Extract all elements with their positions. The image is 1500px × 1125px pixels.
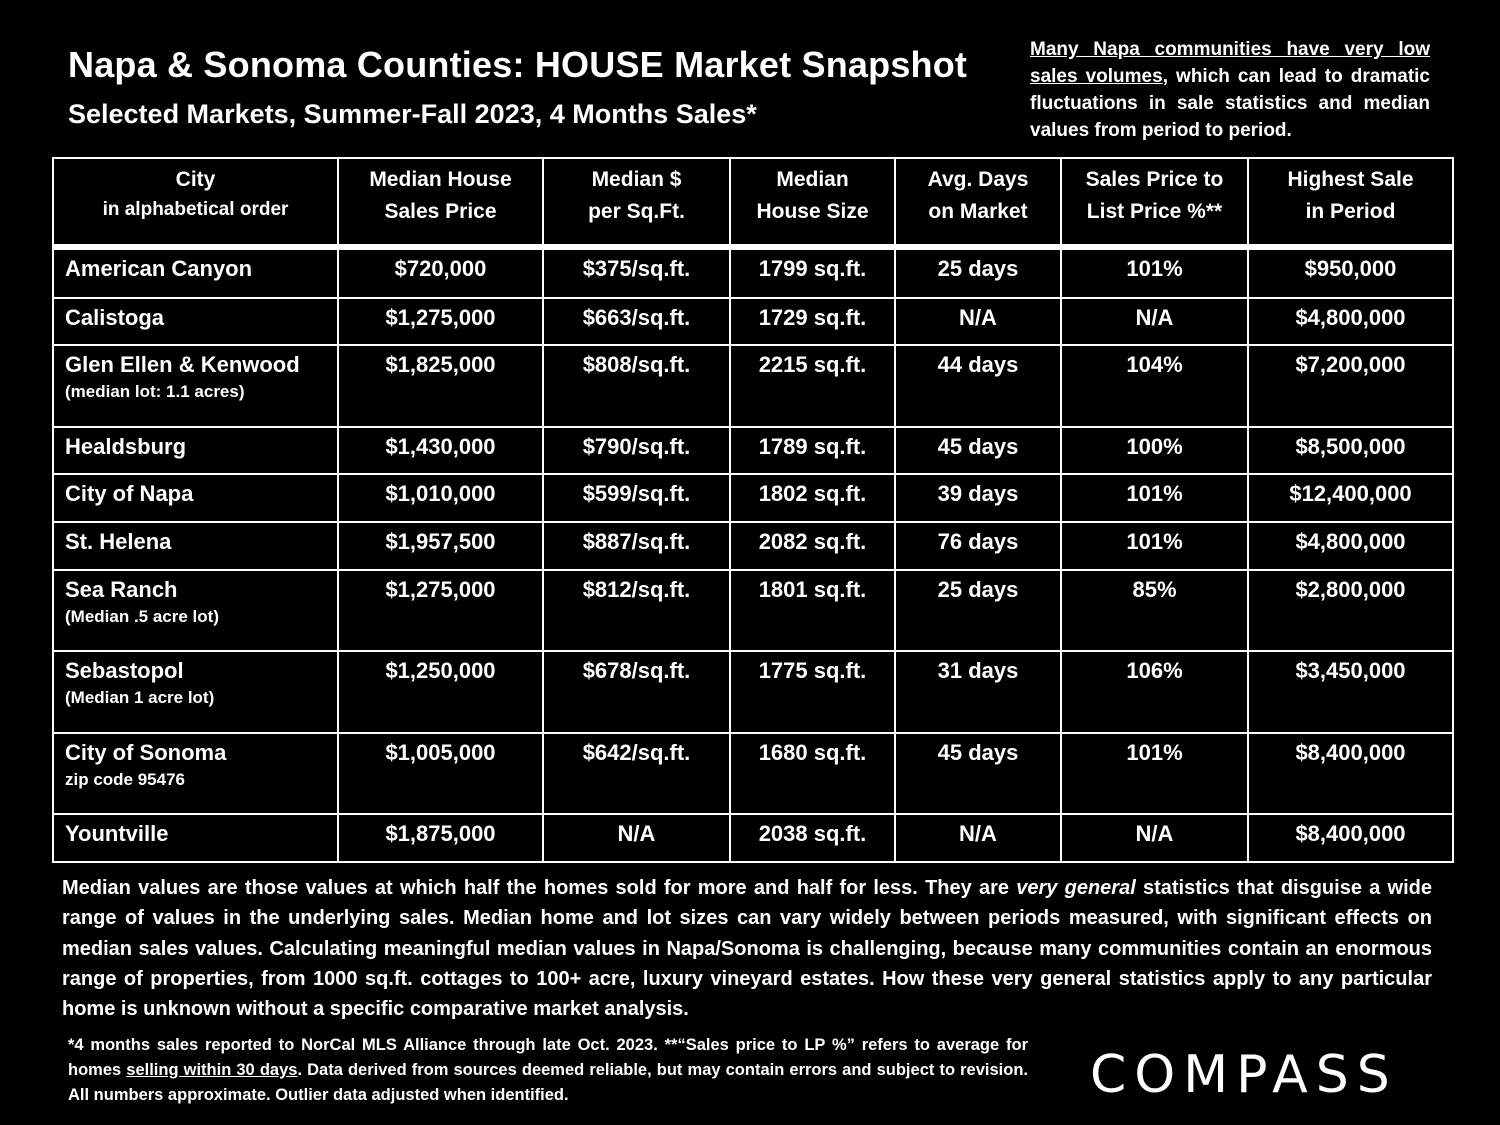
col-header-ratio: Sales Price to List Price %** bbox=[1061, 158, 1248, 247]
table-row bbox=[53, 345, 1453, 426]
city-cell: American Canyon bbox=[53, 247, 338, 298]
psf-cell: $599/sq.ft. bbox=[543, 474, 730, 522]
high-cell: $8,400,000 bbox=[1248, 814, 1453, 862]
size-cell: 2215 sq.ft. bbox=[730, 345, 895, 426]
psf-cell: $812/sq.ft. bbox=[543, 570, 730, 651]
price-cell: $1,430,000 bbox=[338, 427, 543, 475]
high-cell: $8,400,000 bbox=[1248, 733, 1453, 814]
days-cell: 39 days bbox=[895, 474, 1061, 522]
days-cell: 25 days bbox=[895, 247, 1061, 298]
ratio-cell: 85% bbox=[1061, 570, 1248, 651]
price-cell: $1,875,000 bbox=[338, 814, 543, 862]
size-cell: 1729 sq.ft. bbox=[730, 298, 895, 346]
price-cell: $720,000 bbox=[338, 247, 543, 298]
ratio-cell: N/A bbox=[1061, 814, 1248, 862]
high-cell: $3,450,000 bbox=[1248, 651, 1453, 732]
days-cell: 44 days bbox=[895, 345, 1061, 426]
col-header-psf: Median $ per Sq.Ft. bbox=[543, 158, 730, 247]
table-row bbox=[53, 427, 1453, 475]
size-cell: 2038 sq.ft. bbox=[730, 814, 895, 862]
city-cell: Healdsburg bbox=[53, 427, 338, 475]
page-subtitle: Selected Markets, Summer-Fall 2023, 4 Months Sales* bbox=[68, 99, 757, 129]
ratio-cell: 100% bbox=[1061, 427, 1248, 475]
ratio-cell: 104% bbox=[1061, 345, 1248, 426]
city-cell: City of Napa bbox=[53, 474, 338, 522]
table-row bbox=[53, 733, 1453, 814]
high-cell: $4,800,000 bbox=[1248, 522, 1453, 570]
table-row bbox=[53, 298, 1453, 346]
ratio-cell: 106% bbox=[1061, 651, 1248, 732]
city-cell: St. Helena bbox=[53, 522, 338, 570]
high-cell: $7,200,000 bbox=[1248, 345, 1453, 426]
psf-cell: $678/sq.ft. bbox=[543, 651, 730, 732]
high-cell: $4,800,000 bbox=[1248, 298, 1453, 346]
size-cell: 1799 sq.ft. bbox=[730, 247, 895, 298]
days-cell: 45 days bbox=[895, 733, 1061, 814]
days-cell: 31 days bbox=[895, 651, 1061, 732]
price-cell: $1,005,000 bbox=[338, 733, 543, 814]
ratio-cell: N/A bbox=[1061, 298, 1248, 346]
city-cell: Sebastopol (Median 1 acre lot) bbox=[53, 651, 338, 732]
compass-logo: COMPASS bbox=[1090, 1045, 1398, 1105]
city-cell: City of Sonoma zip code 95476 bbox=[53, 733, 338, 814]
size-cell: 1680 sq.ft. bbox=[730, 733, 895, 814]
days-cell: 45 days bbox=[895, 427, 1061, 475]
ratio-cell: 101% bbox=[1061, 522, 1248, 570]
volume-note-underlined: Many Napa communities have very low sales volumes bbox=[1030, 39, 1430, 87]
high-cell: $12,400,000 bbox=[1248, 474, 1453, 522]
volume-note-rest: , which can lead to dramatic fluctuations in sale statistics and median values from period to period. bbox=[1030, 66, 1430, 141]
col-header-days: Avg. Days on Market bbox=[895, 158, 1061, 247]
col-header-high: Highest Sale in Period bbox=[1248, 158, 1453, 247]
high-cell: $950,000 bbox=[1248, 247, 1453, 298]
col-header-price: Median House Sales Price bbox=[338, 158, 543, 247]
psf-cell: $375/sq.ft. bbox=[543, 247, 730, 298]
psf-cell: $887/sq.ft. bbox=[543, 522, 730, 570]
size-cell: 2082 sq.ft. bbox=[730, 522, 895, 570]
city-note: (median lot: 1.1 acres) bbox=[65, 382, 245, 402]
size-cell: 1801 sq.ft. bbox=[730, 570, 895, 651]
ratio-cell: 101% bbox=[1061, 247, 1248, 298]
median-description: Median values are those values at which half the homes sold for more and half for less. They are very general statistics that disguise a wide range of values in the underlying sales. Median home and lot sizes can vary widely between periods measured, with significant effects on median sales values. Calculating meaningful median values in Napa/Sonoma is challenging, because many communities contain an enormous range of properties, from 1000 sq.ft. cottages to 100+ acre, luxury vineyard estates. How these very general statistics apply to any particular home is unknown without a specific comparative market analysis. bbox=[62, 877, 1432, 1021]
psf-cell: N/A bbox=[543, 814, 730, 862]
city-cell: Calistoga bbox=[53, 298, 338, 346]
footnote: *4 months sales reported to NorCal MLS Alliance through late Oct. 2023. **“Sales price to LP %” refers to average for homes selling within 30 days. Data derived from sources deemed reliable, but may contain errors and subject to revision. All numbers approximate. Outlier data adjusted when identified. bbox=[68, 1036, 1028, 1104]
table-row bbox=[53, 474, 1453, 522]
ratio-cell: 101% bbox=[1061, 474, 1248, 522]
page-title: Napa & Sonoma Counties: HOUSE Market Snapshot bbox=[68, 44, 968, 85]
table-row bbox=[53, 522, 1453, 570]
table-row bbox=[53, 247, 1453, 298]
city-note: zip code 95476 bbox=[65, 769, 186, 789]
price-cell: $1,010,000 bbox=[338, 474, 543, 522]
city-note: (Median 1 acre lot) bbox=[65, 688, 215, 708]
size-cell: 1802 sq.ft. bbox=[730, 474, 895, 522]
ratio-cell: 101% bbox=[1061, 733, 1248, 814]
city-cell: Glen Ellen & Kenwood (median lot: 1.1 acres) bbox=[53, 345, 338, 426]
days-cell: N/A bbox=[895, 298, 1061, 346]
price-cell: $1,275,000 bbox=[338, 298, 543, 346]
price-cell: $1,250,000 bbox=[338, 651, 543, 732]
psf-cell: $663/sq.ft. bbox=[543, 298, 730, 346]
market-table bbox=[52, 157, 1454, 863]
days-cell: 76 days bbox=[895, 522, 1061, 570]
high-cell: $2,800,000 bbox=[1248, 570, 1453, 651]
psf-cell: $808/sq.ft. bbox=[543, 345, 730, 426]
high-cell: $8,500,000 bbox=[1248, 427, 1453, 475]
days-cell: N/A bbox=[895, 814, 1061, 862]
volume-note bbox=[1030, 36, 1430, 144]
col-header-city: City in alphabetical order bbox=[53, 158, 338, 247]
price-cell: $1,957,500 bbox=[338, 522, 543, 570]
size-cell: 1775 sq.ft. bbox=[730, 651, 895, 732]
price-cell: $1,825,000 bbox=[338, 345, 543, 426]
table-row bbox=[53, 651, 1453, 732]
psf-cell: $790/sq.ft. bbox=[543, 427, 730, 475]
city-note: (Median .5 acre lot) bbox=[65, 606, 219, 626]
psf-cell: $642/sq.ft. bbox=[543, 733, 730, 814]
table-header-row bbox=[53, 158, 1453, 247]
table-row bbox=[53, 570, 1453, 651]
price-cell: $1,275,000 bbox=[338, 570, 543, 651]
days-cell: 25 days bbox=[895, 570, 1061, 651]
size-cell: 1789 sq.ft. bbox=[730, 427, 895, 475]
col-header-size: Median House Size bbox=[730, 158, 895, 247]
city-cell: Sea Ranch (Median .5 acre lot) bbox=[53, 570, 338, 651]
city-cell: Yountville bbox=[53, 814, 338, 862]
table-row bbox=[53, 814, 1453, 862]
